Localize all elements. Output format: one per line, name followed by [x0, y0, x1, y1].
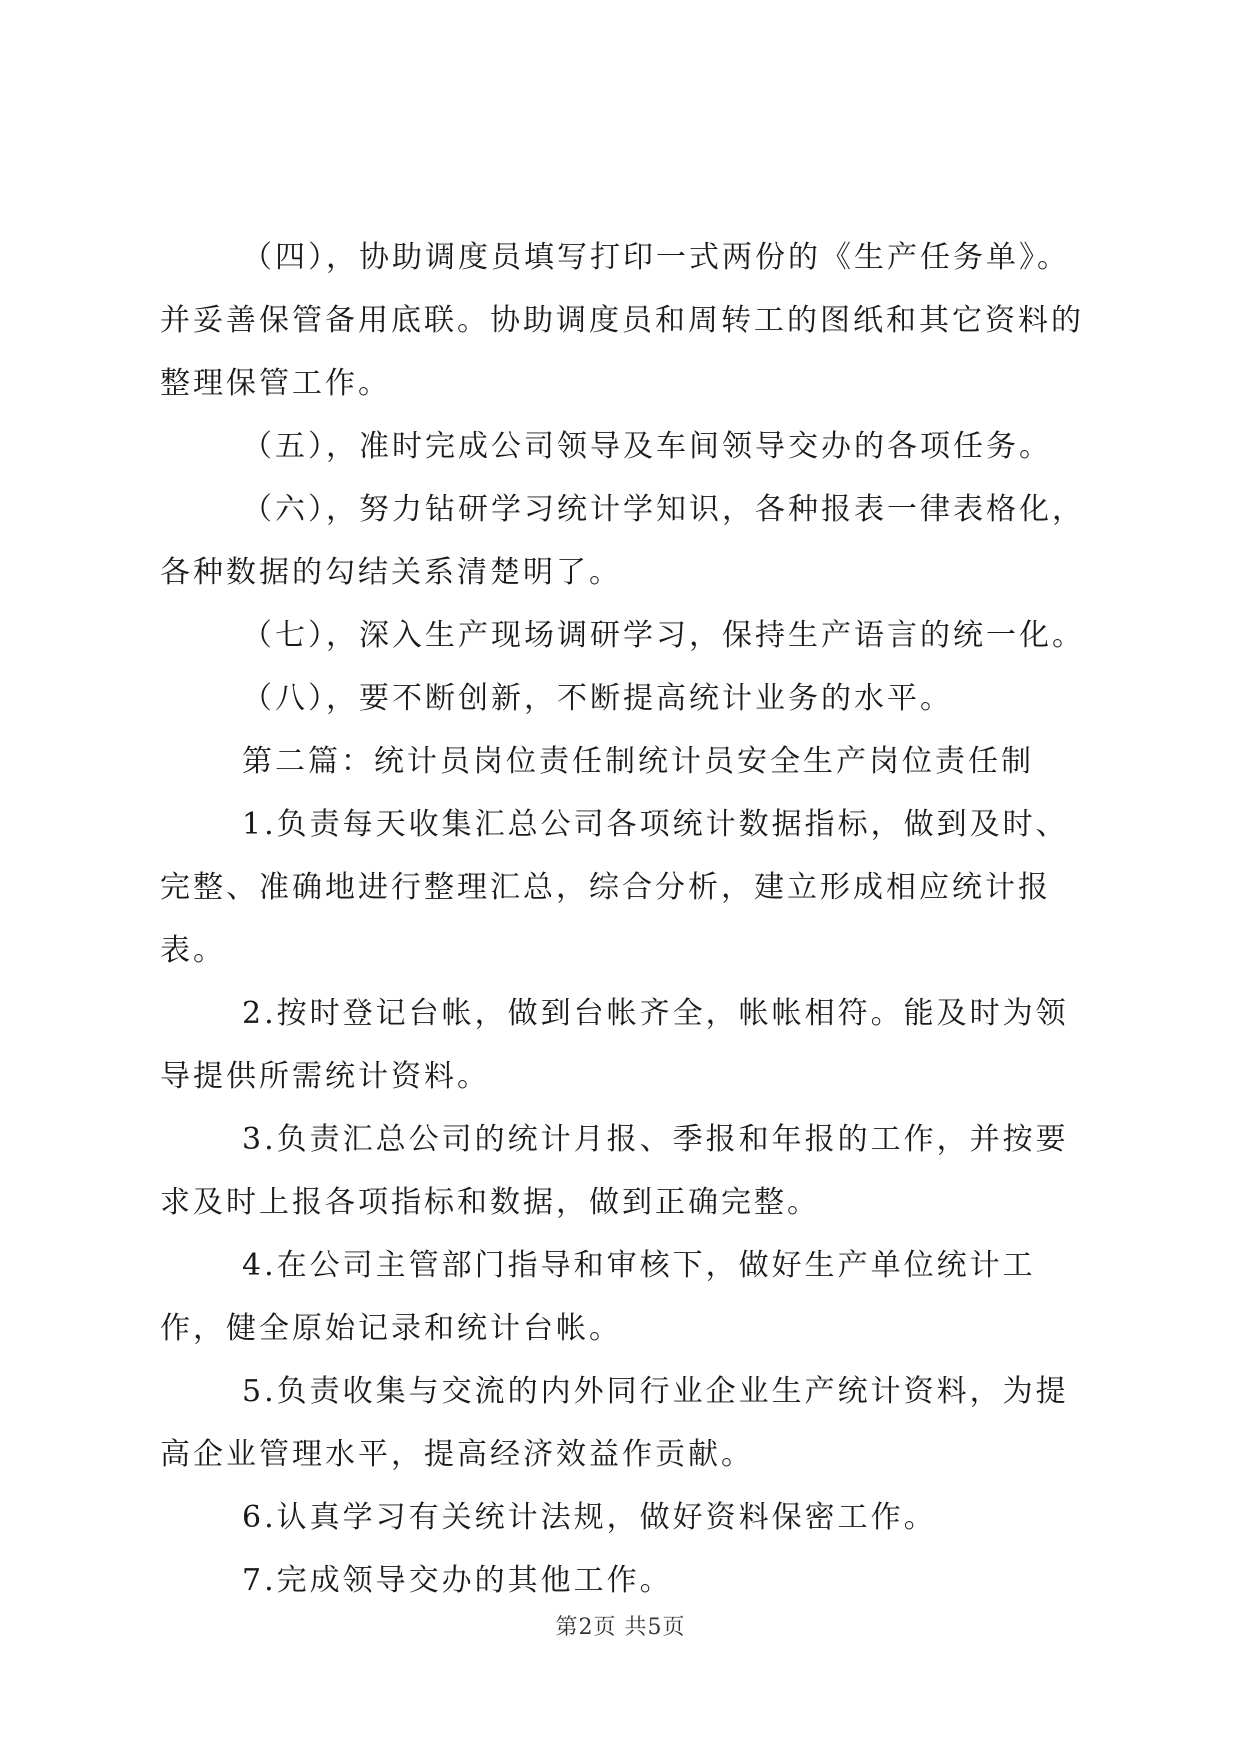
page-number-footer: 第2页 共5页 [555, 1615, 686, 1640]
list-item-1: 1.负责每天收集汇总公司各项统计数据指标，做到及时、完整、准确地进行整理汇总，综合分析，建立形成相应统计报表。 [160, 807, 1069, 968]
list-item-5: 5.负责收集与交流的内外同行业企业生产统计资料，为提高企业管理水平，提高经济效益作贡献。 [160, 1374, 1069, 1472]
document-body [160, 226, 1090, 1612]
paragraph-item-8: （八），要不断创新，不断提高统计业务的水平。 [242, 681, 953, 716]
paragraph-item-6: （六），努力钻研学习统计学知识，各种报表一律表格化，各种数据的勾结关系清楚明了。 [160, 492, 1085, 590]
list-item-3: 3.负责汇总公司的统计月报、季报和年报的工作，并按要求及时上报各项指标和数据，做到正确完整。 [160, 1122, 1069, 1220]
list-item-7: 7.完成领导交办的其他工作。 [242, 1563, 673, 1598]
list-item-4: 4.在公司主管部门指导和审核下，做好生产单位统计工作，健全原始记录和统计台帐。 [160, 1248, 1036, 1346]
list-item-6: 6.认真学习有关统计法规，做好资料保密工作。 [242, 1500, 937, 1535]
paragraph-item-7: （七），深入生产现场调研学习，保持生产语言的统一化。 [242, 618, 1085, 653]
paragraph-item-5: （五），准时完成公司领导及车间领导交办的各项任务。 [242, 429, 1052, 464]
paragraph-item-4: （四），协助调度员填写打印一式两份的《生产任务单》。并妥善保管备用底联。协助调度员和周转工的图纸和其它资料的整理保管工作。 [160, 240, 1084, 401]
list-item-2: 2.按时登记台帐，做到台帐齐全，帐帐相符。能及时为领导提供所需统计资料。 [160, 996, 1069, 1094]
section-heading: 第二篇：统计员岗位责任制统计员安全生产岗位责任制 [242, 744, 1034, 779]
